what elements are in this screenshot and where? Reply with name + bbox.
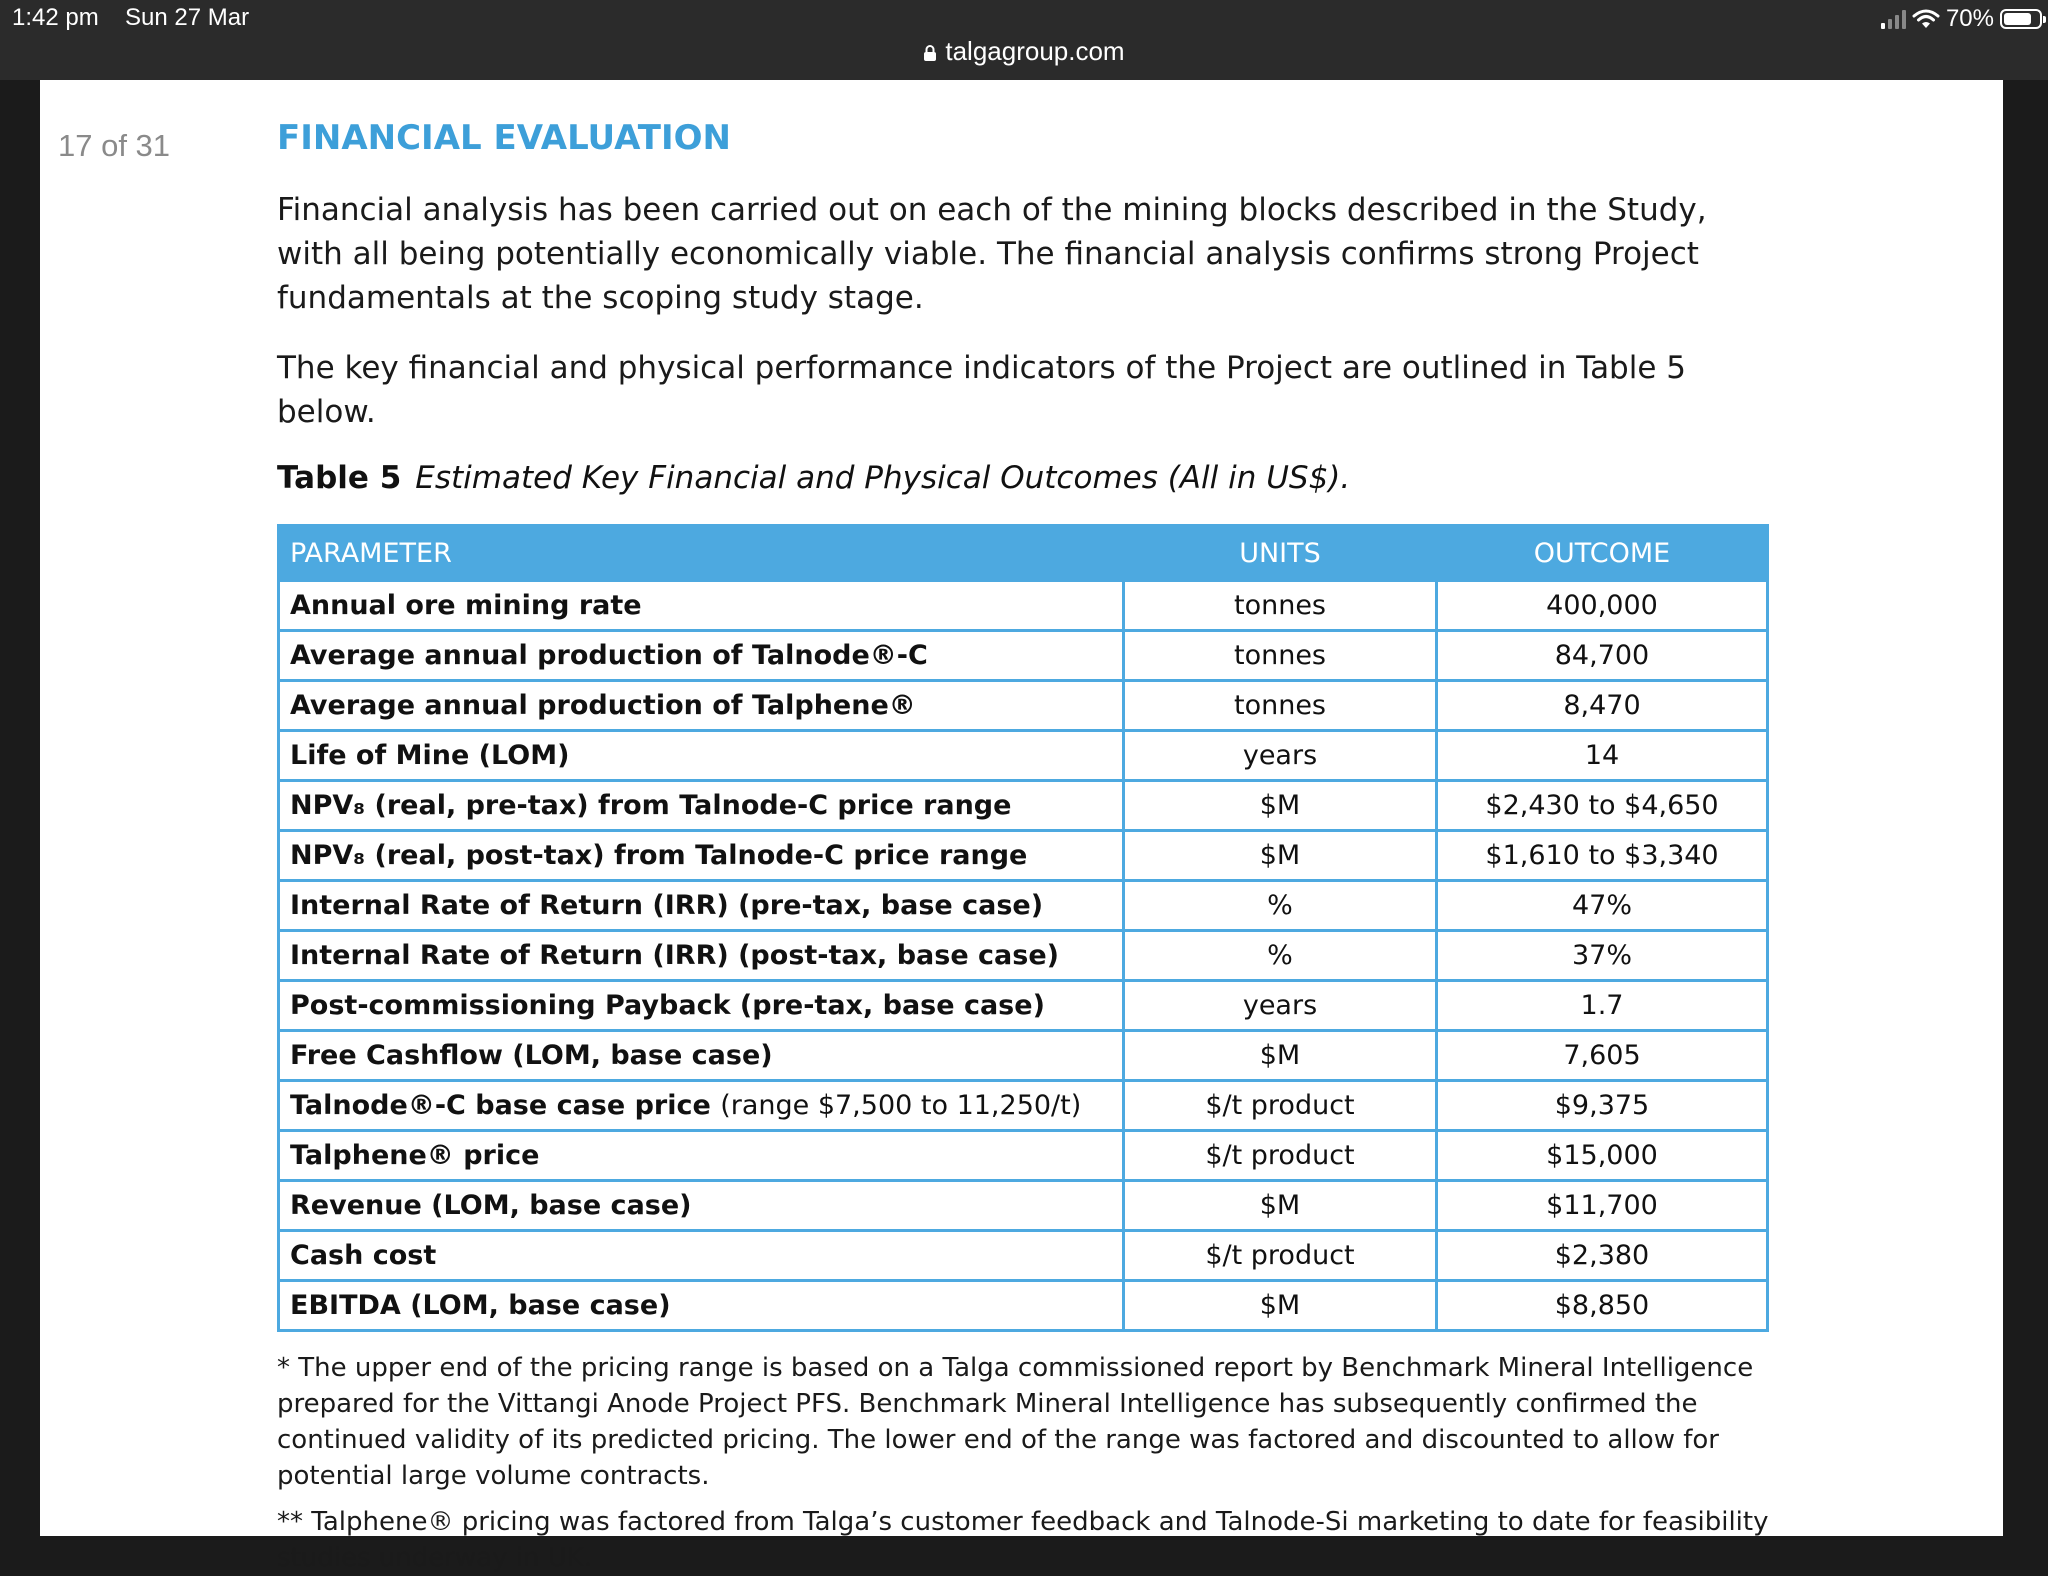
- units-cell: years: [1124, 981, 1437, 1031]
- parameter-label: Life of Mine (LOM): [290, 740, 570, 771]
- units-cell: tonnes: [1124, 581, 1437, 631]
- parameter-label: Talnode®-C base case price: [290, 1090, 711, 1121]
- status-time: 1:42 pm: [12, 4, 99, 31]
- parameter-label: Internal Rate of Return (IRR) (pre-tax, base case): [290, 890, 1044, 921]
- parameter-cell: [279, 581, 1124, 631]
- table-row: [279, 1081, 1768, 1131]
- table-row: [279, 1281, 1768, 1331]
- units-cell: tonnes: [1124, 631, 1437, 681]
- header-outcome: OUTCOME: [1437, 526, 1768, 581]
- parameter-label: NPV₈ (real, post-tax) from Talnode-C price range: [290, 840, 1028, 871]
- units-cell: $M: [1124, 781, 1437, 831]
- parameter-cell: [279, 981, 1124, 1031]
- parameter-label: Average annual production of Talphene®: [290, 690, 916, 721]
- outcome-cell: $8,850: [1437, 1281, 1768, 1331]
- outcomes-table: [277, 524, 1769, 1332]
- outcome-cell: 7,605: [1437, 1031, 1768, 1081]
- parameter-label: Post-commissioning Payback (pre-tax, base case): [290, 990, 1045, 1021]
- units-cell: $/t product: [1124, 1131, 1437, 1181]
- status-date: Sun 27 Mar: [125, 4, 250, 31]
- battery-icon: [2000, 9, 2042, 29]
- parameter-cell: [279, 881, 1124, 931]
- parameter-cell: [279, 681, 1124, 731]
- units-cell: years: [1124, 731, 1437, 781]
- table-row: [279, 1131, 1768, 1181]
- units-cell: $M: [1124, 831, 1437, 881]
- parameter-label: Talphene® price: [290, 1140, 540, 1171]
- table-row: [279, 831, 1768, 881]
- parameter-cell: [279, 731, 1124, 781]
- outcome-cell: $1,610 to $3,340: [1437, 831, 1768, 881]
- units-cell: $M: [1124, 1281, 1437, 1331]
- units-cell: $/t product: [1124, 1231, 1437, 1281]
- table-header-row: [279, 526, 1768, 581]
- parameter-note: (range $7,500 to 11,250/t): [720, 1090, 1082, 1121]
- outcome-cell: $15,000: [1437, 1131, 1768, 1181]
- parameter-label: Average annual production of Talnode®-C: [290, 640, 928, 671]
- table-row: [279, 581, 1768, 631]
- wifi-icon: [1912, 8, 1940, 30]
- paragraph-1: Financial analysis has been carried out on each of the mining blocks described in the Study, with all being potentially economically viable. The financial analysis confirms strong Project fundamentals at the scoping study stage.: [277, 192, 1707, 316]
- units-cell: $/t product: [1124, 1081, 1437, 1131]
- parameter-label: Annual ore mining rate: [290, 590, 642, 621]
- address-bar[interactable]: [0, 36, 2048, 67]
- parameter-label: Free Cashflow (LOM, base case): [290, 1040, 773, 1071]
- table-row: [279, 1231, 1768, 1281]
- table-row: [279, 631, 1768, 681]
- parameter-cell: [279, 1081, 1124, 1131]
- parameter-label: NPV₈ (real, pre-tax) from Talnode-C price range: [290, 790, 1012, 821]
- section-title: FINANCIAL EVALUATION: [277, 118, 731, 158]
- outcome-cell: 47%: [1437, 881, 1768, 931]
- footnote-2: ** Talphene® pricing was factored from Talga’s customer feedback and Talnode-Si marketing to date for feasibility studies underway in UK.: [277, 1507, 1769, 1573]
- outcome-cell: $2,430 to $4,650: [1437, 781, 1768, 831]
- outcome-cell: 37%: [1437, 931, 1768, 981]
- parameter-cell: [279, 631, 1124, 681]
- table-row: [279, 1031, 1768, 1081]
- outcome-cell: 14: [1437, 731, 1768, 781]
- outcome-cell: 400,000: [1437, 581, 1768, 631]
- lock-icon: [923, 44, 937, 62]
- parameter-label: Revenue (LOM, base case): [290, 1190, 692, 1221]
- parameter-cell: [279, 781, 1124, 831]
- parameter-label: Cash cost: [290, 1240, 437, 1271]
- table-row: [279, 931, 1768, 981]
- table-row: [279, 781, 1768, 831]
- table-row: [279, 1181, 1768, 1231]
- status-indicators: [1881, 4, 2042, 34]
- header-units: UNITS: [1124, 526, 1437, 581]
- table-row: [279, 731, 1768, 781]
- battery-percent: 70%: [1945, 5, 1994, 32]
- parameter-cell: [279, 1131, 1124, 1181]
- units-cell: %: [1124, 931, 1437, 981]
- outcome-cell: 8,470: [1437, 681, 1768, 731]
- outcome-cell: $11,700: [1437, 1181, 1768, 1231]
- document-content: [277, 116, 1769, 1576]
- table-caption-number: Table 5: [277, 460, 402, 496]
- units-cell: $M: [1124, 1181, 1437, 1231]
- page-counter: 17 of 31: [58, 128, 171, 163]
- status-bar: [0, 0, 2048, 80]
- url-text: talgagroup.com: [945, 36, 1125, 66]
- parameter-cell: [279, 931, 1124, 981]
- table-caption: [277, 456, 1769, 500]
- table-row: [279, 681, 1768, 731]
- cellular-signal-icon: [1881, 9, 1906, 29]
- parameter-cell: [279, 831, 1124, 881]
- units-cell: tonnes: [1124, 681, 1437, 731]
- outcome-cell: 1.7: [1437, 981, 1768, 1031]
- parameter-label: Internal Rate of Return (IRR) (post-tax, base case): [290, 940, 1059, 971]
- header-parameter: PARAMETER: [279, 526, 1124, 581]
- document-page[interactable]: [40, 80, 2003, 1573]
- footnote-1: * The upper end of the pricing range is based on a Talga commissioned report by Benchmark Mineral Intelligence prepared for the Vittangi Anode Project PFS. Benchmark Mineral Intelligence has subsequently confirmed the continued validity of its predicted pricing. The lower end of the range was factored and discounted to allow for potential large volume contracts.: [277, 1353, 1754, 1491]
- paragraph-2: The key financial and physical performance indicators of the Project are outlined in Table 5 below.: [277, 350, 1687, 430]
- table-row: [279, 881, 1768, 931]
- table-caption-text: Estimated Key Financial and Physical Outcomes (All in US$).: [415, 460, 1351, 496]
- outcome-cell: $2,380: [1437, 1231, 1768, 1281]
- units-cell: %: [1124, 881, 1437, 931]
- parameter-cell: [279, 1031, 1124, 1081]
- parameter-cell: [279, 1281, 1124, 1331]
- parameter-cell: [279, 1231, 1124, 1281]
- table-row: [279, 981, 1768, 1031]
- parameter-cell: [279, 1181, 1124, 1231]
- outcome-cell: $9,375: [1437, 1081, 1768, 1131]
- outcome-cell: 84,700: [1437, 631, 1768, 681]
- units-cell: $M: [1124, 1031, 1437, 1081]
- parameter-label: EBITDA (LOM, base case): [290, 1290, 671, 1321]
